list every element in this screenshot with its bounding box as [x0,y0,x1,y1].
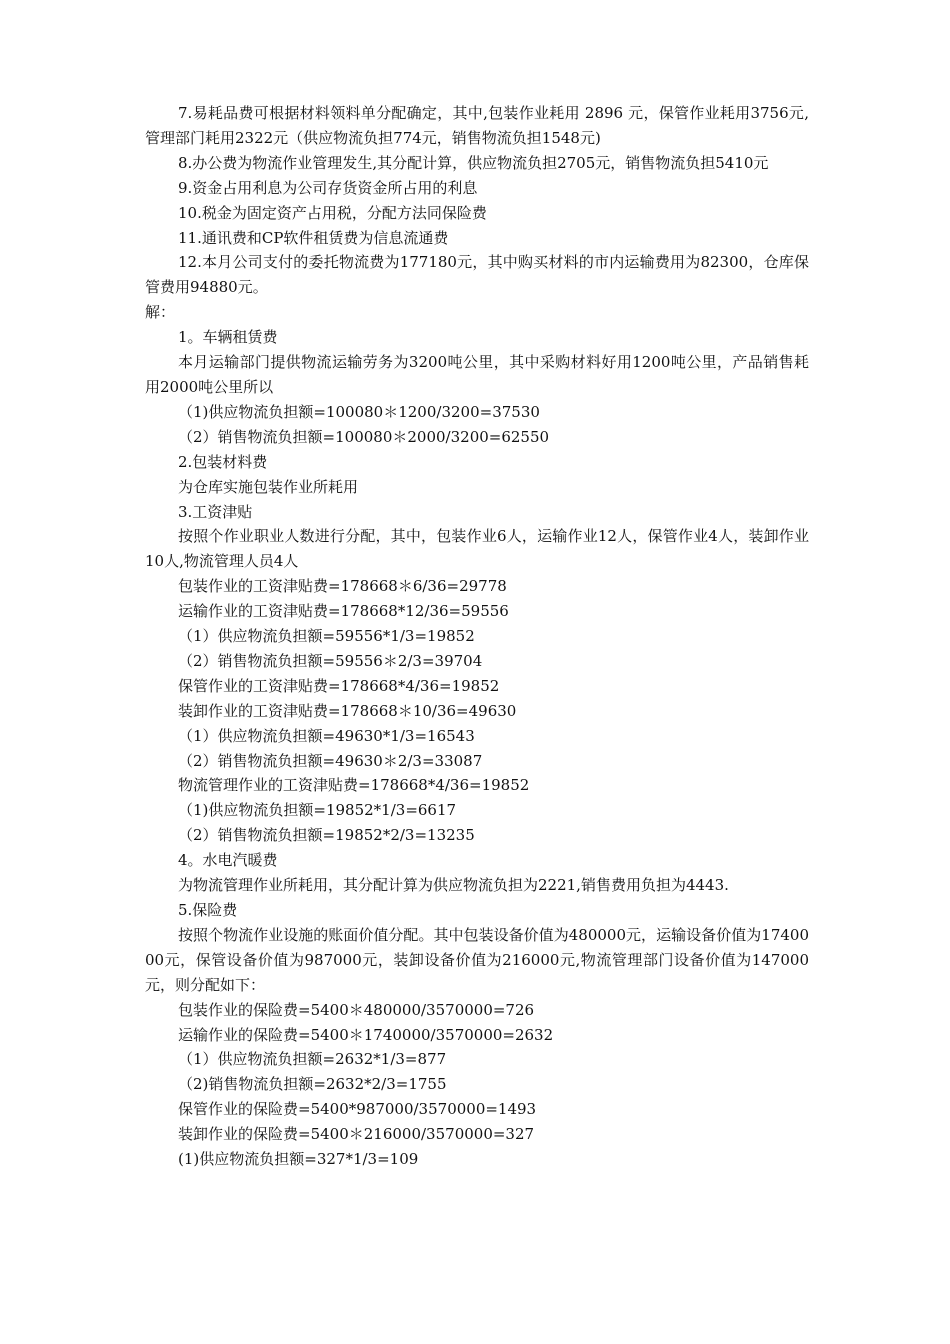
text-paragraph: （1）供应物流负担额=2632*1/3=877 [178,1050,447,1069]
text-paragraph: 本月运输部门提供物流运输劳务为3200吨公里，其中采购材料好用1200吨公里，产品销售耗用2000吨公里所以 [145,353,809,396]
text-paragraph: 保管作业的工资津贴费=178668*4/36=19852 [178,676,500,695]
text-paragraph: （2)销售物流负担额=2632*2/3=1755 [178,1075,447,1094]
text-paragraph: 1。车辆租赁费 [178,328,278,347]
text-paragraph: 9.资金占用利息为公司存货资金所占用的利息 [178,178,478,197]
text-paragraph: 按照个作业职业人数进行分配，其中，包装作业6人，运输作业12人，保管作业4人，装卸作业10人,物流管理人员4人 [145,527,809,571]
text-paragraph: 保管作业的保险费=5400*987000/3570000=1493 [178,1100,537,1119]
text-paragraph: 为仓库实施包装作业所耗用 [178,477,359,496]
text-paragraph: （2）销售物流负担额=59556＊2/3=39704 [178,651,483,670]
text-paragraph: 装卸作业的保险费=5400＊216000/3570000=327 [178,1125,535,1144]
text-paragraph: 12.本月公司支付的委托物流费为177180元，其中购买材料的市内运输费用为82300，仓库保管费用94880元。 [145,253,809,297]
text-paragraph: 包装作业的工资津贴费=178668＊6/36=29778 [178,577,507,596]
text-paragraph: (1)供应物流负担额=327*1/3=109 [178,1150,419,1169]
text-paragraph: 运输作业的工资津贴费=178668*12/36=59556 [178,602,509,621]
document-body [145,101,809,1172]
text-paragraph: （2）销售物流负担额=19852*2/3=13235 [178,826,475,845]
text-paragraph: 包装作业的保险费=5400＊480000/3570000=726 [178,1000,535,1019]
text-paragraph: （1)供应物流负担额=19852*1/3=6617 [178,801,457,820]
text-paragraph: （2）销售物流负担额=49630＊2/3=33087 [178,751,483,770]
text-paragraph: 10.税金为固定资产占用税，分配方法同保险费 [178,203,487,222]
text-paragraph: 11.通讯费和CP软件租赁费为信息流通费 [178,228,449,247]
text-paragraph: 物流管理作业的工资津贴费=178668*4/36=19852 [178,776,530,795]
text-paragraph: 按照个物流作业设施的账面价值分配。其中包装设备价值为480000元，运输设备价值为1740000元，保管设备价值为987000元，装卸设备价值为216000元,物流管理部门设备价值为147000元，则分配如下： [145,925,809,994]
text-paragraph: 运输作业的保险费=5400＊1740000/3570000=2632 [178,1025,554,1044]
text-paragraph: （2）销售物流负担额=100080＊2000/3200=62550 [178,427,550,446]
text-paragraph: 5.保险费 [178,901,238,919]
text-paragraph: 为物流管理作业所耗用，其分配计算为供应物流负担为2221,销售费用负担为4443. [178,876,729,895]
text-paragraph: 4。水电汽暖费 [178,851,278,870]
text-paragraph: 解： [145,303,176,322]
text-paragraph: 2.包装材料费 [178,452,268,471]
text-paragraph: 8.办公费为物流作业管理发生,其分配计算，供应物流负担2705元，销售物流负担5410元 [178,153,769,172]
text-paragraph: （1)供应物流负担额=100080＊1200/3200=37530 [178,402,540,421]
text-paragraph: 3.工资津贴 [178,502,253,521]
text-paragraph: 装卸作业的工资津贴费=178668＊10/36=49630 [178,701,517,720]
text-paragraph: （1）供应物流负担额=49630*1/3=16543 [178,726,475,745]
text-paragraph: 7.易耗品费可根据材料领料单分配确定，其中,包装作业耗用 2896 元，保管作业耗用3756元,管理部门耗用2322元（供应物流负担774元，销售物流负担1548元) [145,104,809,147]
text-paragraph: （1）供应物流负担额=59556*1/3=19852 [178,627,475,646]
